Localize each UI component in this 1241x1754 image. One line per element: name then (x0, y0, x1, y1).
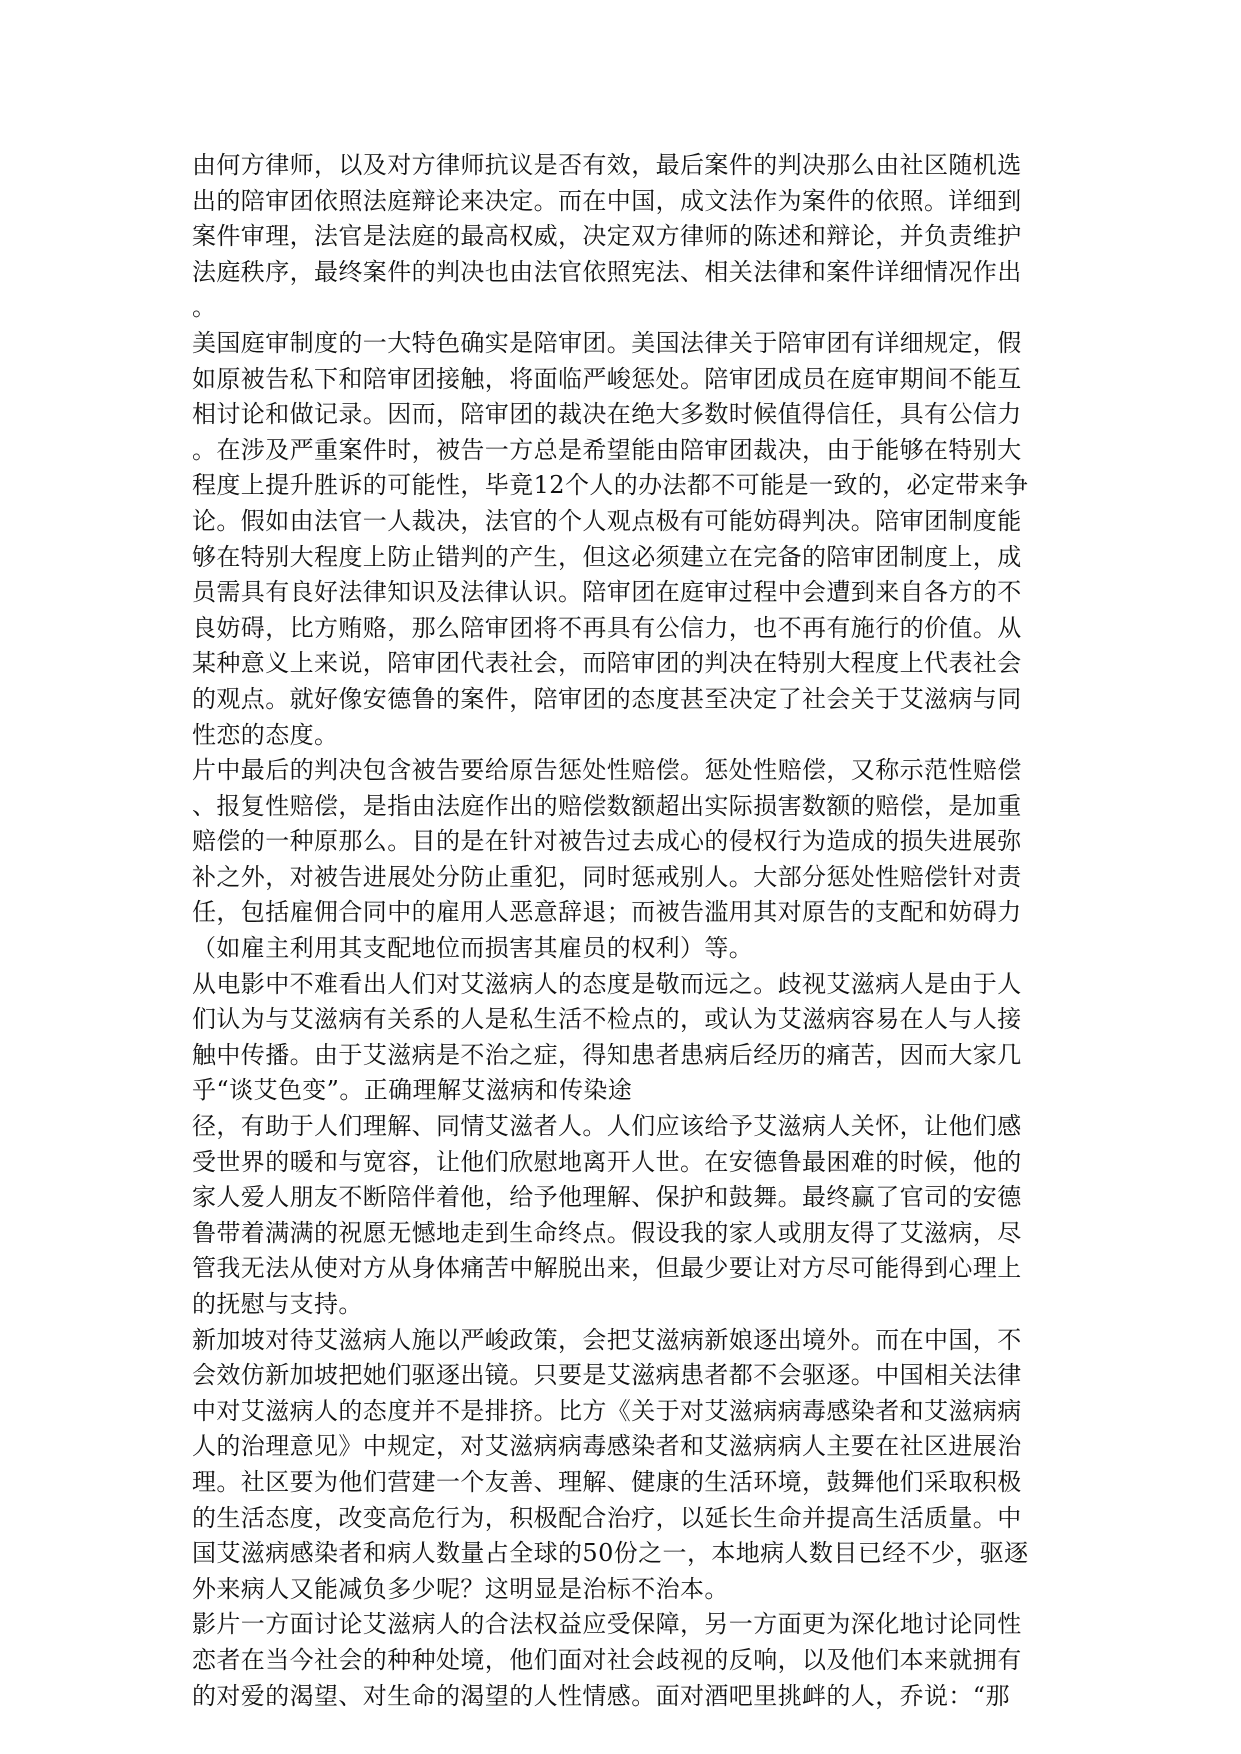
text-line: 触中传播。由于艾滋病是不治之症，得知患者患病后经历的痛苦，因而大家几 (192, 1040, 1022, 1069)
text-line: 补之外，对被告进展处分防止重犯，同时惩戒别人。大部分惩处性赔偿针对责 (192, 862, 1022, 891)
text-line: 恋者在当今社会的种种处境，他们面对社会歧视的反响，以及他们本来就拥有 (192, 1645, 1022, 1674)
text-line: 片中最后的判决包含被告要给原告惩处性赔偿。惩处性赔偿，又称示范性赔偿 (192, 756, 1022, 785)
text-line: 从电影中不难看出人们对艾滋病人的态度是敬而远之。歧视艾滋病人是由于人 (192, 969, 1022, 998)
text-line: 的观点。就好像安德鲁的案件，陪审团的态度甚至决定了社会关于艾滋病与同 (192, 684, 1022, 713)
text-line: 。在涉及严重案件时，被告一方总是希望能由陪审团裁决，由于能够在特别大 (192, 435, 1022, 464)
text-line: 员需具有良好法律知识及法律认识。陪审团在庭审过程中会遭到来自各方的不 (192, 578, 1022, 607)
text-line: 的抚慰与支持。 (192, 1290, 363, 1318)
text-line: 新加坡对待艾滋病人施以严峻政策，会把艾滋病新娘逐出境外。而在中国，不 (192, 1325, 1022, 1354)
text-line: 人的治理意见》中规定，对艾滋病病毒感染者和艾滋病病人主要在社区进展治 (192, 1432, 1022, 1461)
text-line: 受世界的暖和与宽容，让他们欣慰地离开人世。在安德鲁最困难的时候，他的 (192, 1147, 1022, 1176)
text-line: 理。社区要为他们营建一个友善、理解、健康的生活环境，鼓舞他们采取积极 (192, 1467, 1022, 1496)
text-line: 管我无法从使对方从身体痛苦中解脱出来，但最少要让对方尽可能得到心理上 (192, 1254, 1022, 1283)
text-line: 任，包括雇佣合同中的雇用人恶意辞退；而被告滥用其对原告的支配和妨碍力 (192, 898, 1022, 927)
text-line: 。 (192, 293, 217, 322)
text-line: 会效仿新加坡把她们驱逐出镜。只要是艾滋病患者都不会驱逐。中国相关法律 (192, 1361, 1022, 1390)
text-line: 美国庭审制度的一大特色确实是陪审团。美国法律关于陪审团有详细规定，假 (192, 328, 1022, 357)
text-line: 影片一方面讨论艾滋病人的合法权益应受保障，另一方面更为深化地讨论同性 (192, 1610, 1022, 1639)
text-line: 赔偿的一种原那么。目的是在针对被告过去成心的侵权行为造成的损失进展弥 (192, 827, 1022, 856)
text-line: 由何方律师，以及对方律师抗议是否有效，最后案件的判决那么由社区随机选 (192, 151, 1022, 179)
text-line: 如原被告私下和陪审团接触，将面临严峻惩处。陪审团成员在庭审期间不能互 (192, 364, 1022, 393)
text-line: 外来病人又能减负多少呢？这明显是治标不治本。 (192, 1574, 729, 1603)
text-line: 出的陪审团依照法庭辩论来决定。而在中国，成文法作为案件的依照。详细到 (192, 186, 1022, 215)
text-line: 程度上提升胜诉的可能性，毕竟12个人的办法都不可能是一致的，必定带来争 (192, 471, 1029, 500)
text-line: 们认为与艾滋病有关系的人是私生活不检点的，或认为艾滋病容易在人与人接 (192, 1005, 1022, 1034)
text-line: 的对爱的渴望、对生命的渴望的人性情感。面对酒吧里挑衅的人，乔说：“那 (192, 1681, 1010, 1710)
text-line: 性恋的态度。 (192, 720, 339, 749)
document-body (192, 148, 1034, 1714)
text-line: 某种意义上来说，陪审团代表社会，而陪审团的判决在特别大程度上代表社会 (192, 649, 1022, 678)
text-line: 国艾滋病感染者和病人数量占全球的50份之一，本地病人数目已经不少，驱逐 (192, 1539, 1029, 1568)
text-line: 乎“谈艾色变”。正确理解艾滋病和传染途 (192, 1076, 633, 1105)
text-line: 中对艾滋病人的态度并不是排挤。比方《关于对艾滋病病毒感染者和艾滋病病 (192, 1396, 1022, 1425)
text-line: 够在特别大程度上防止错判的产生，但这必须建立在完备的陪审团制度上，成 (192, 542, 1022, 571)
text-line: 法庭秩序，最终案件的判决也由法官依照宪法、相关法律和案件详细情况作出 (192, 257, 1022, 286)
text-line: （如雇主利用其支配地位而损害其雇员的权利）等。 (192, 934, 754, 963)
text-line: 的生活态度，改变高危行为，积极配合治疗，以延长生命并提高生活质量。中 (192, 1503, 1022, 1532)
text-line: 、报复性赔偿，是指由法庭作出的赔偿数额超出实际损害数额的赔偿，是加重 (192, 791, 1022, 820)
text-line: 案件审理，法官是法庭的最高权威，决定双方律师的陈述和辩论，并负责维护 (192, 222, 1022, 251)
text-line: 良妨碍，比方贿赂，那么陪审团将不再具有公信力，也不再有施行的价值。从 (192, 613, 1022, 642)
text-line: 相讨论和做记录。因而，陪审团的裁决在绝大多数时候值得信任，具有公信力 (192, 400, 1022, 429)
text-line: 鲁带着满满的祝愿无憾地走到生命终点。假设我的家人或朋友得了艾滋病，尽 (192, 1218, 1022, 1247)
text-line: 论。假如由法官一人裁决，法官的个人观点极有可能妨碍判决。陪审团制度能 (192, 506, 1022, 535)
text-line: 家人爱人朋友不断陪伴着他，给予他理解、保护和鼓舞。最终赢了官司的安德 (192, 1183, 1022, 1212)
text-line: 径，有助于人们理解、同情艾滋者人。人们应该给予艾滋病人关怀，让他们感 (192, 1112, 1022, 1141)
